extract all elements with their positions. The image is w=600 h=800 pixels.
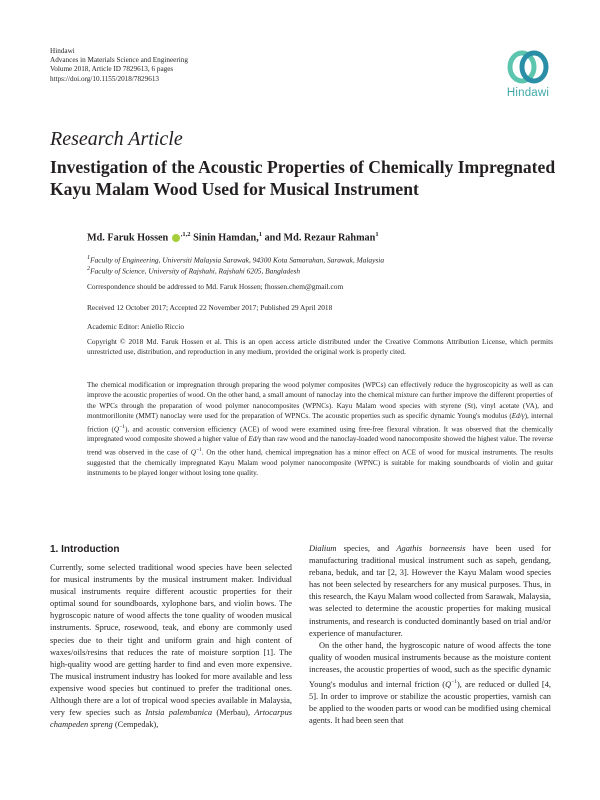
species-name: Intsia palembanica — [145, 708, 213, 718]
publication-dates: Received 12 October 2017; Accepted 22 November 2017; Published 29 April 2018 — [87, 303, 333, 312]
author-2-affiliation: 1 — [258, 231, 263, 238]
author-2: Sinin Hamdan, — [193, 232, 259, 244]
article-type: Research Article — [50, 128, 183, 150]
abstract-symbol-q-2: Q — [190, 448, 196, 457]
affiliation-2-text: Faculty of Science, University of Rajshahi, Rajshahi 6205, Bangladesh — [90, 266, 301, 276]
body-text: (Merbau), — [212, 708, 255, 718]
body-text: ), are reduced or dulled [4, 5]. In order to improve or stabilize the acoustic properties, varnish can be applied to the wooden parts or wood can be modified using chemical agents. It had been seen that — [309, 679, 551, 726]
hindawi-logo-text: Hindawi — [506, 87, 550, 99]
body-text: species, and — [336, 544, 397, 553]
species-name: Agathis borneensis — [396, 544, 466, 553]
abstract-symbol-ed-2: Ed/γ — [248, 435, 262, 444]
journal-volume: Volume 2018, Article ID 7829613, 6 pages — [50, 65, 174, 74]
body-column-right — [309, 543, 551, 727]
correspondence: Correspondence should be addressed to Md. Faruk Hossen; fhossen.chem@gmail.com — [87, 282, 344, 291]
paragraph — [309, 543, 551, 640]
abstract-text-2: ), internal friction ( — [87, 412, 553, 434]
academic-editor: Academic Editor: Aniello Riccio — [87, 322, 185, 331]
author-3: and Md. Rezaur Rahman — [264, 232, 376, 244]
species-name: Dialium — [309, 544, 337, 553]
hindawi-logo-icon — [506, 48, 550, 86]
paragraph — [50, 562, 292, 731]
author-3-affiliation: 1 — [375, 231, 379, 238]
abstract-text-3: ), and acoustic conversion efficiency (ACE) of wood were examined using free-free flexural vibration. It was observed that the chemically impregnated wood composite showed a higher value of — [87, 425, 553, 444]
author-1: Md. Faruk Hossen — [87, 232, 169, 244]
body-text: Currently, some selected traditional wood species have been selected for musical instruments by the musical instrument maker. Individual musical instruments require different acoustic properties for their optimal sound for soundboards, xylophone bars, and violin bows. The hygroscopic nature of wood affects the tone quality of wooden musical instruments. Spruce, rosewood, teak, and ebony are commonly used species due to their tight and uniform grain and high content of waxes/oils/resins that reduces the rate of moisture sorption [1]. The high-quality wood are getting harder to find and even more expensive. The musical instrument industry has looked for more available and less expensive wood species but continued to prefer the traditional ones. Although there are a lot of tropical wood species available in Malaysia, very few species such as — [50, 563, 292, 718]
symbol-q: Q — [445, 679, 452, 689]
copyright-notice: Copyright © 2018 Md. Faruk Hossen et al. This is an open access article distributed under the Creative Commons Attribution License, which permits unrestricted use, distribution, and reproduction in any medium, provided the original work is properly cited. — [87, 337, 553, 357]
section-heading: 1. Introduction — [50, 544, 120, 555]
superscript: −1 — [451, 679, 458, 686]
body-text: (Cempedak), — [112, 720, 159, 730]
abstract-symbol-q: Q — [113, 425, 120, 434]
abstract-text-5: . On the other hand, chemical impregnation has a minor effect on ACE of wood for musical instruments. The results suggested that the chemically impregnated Kayu Malam wood polymer nanocomposite (WPNC) is suitable for making soundboards of violin and guitar instruments to be played longer without losing tone quality. — [87, 448, 553, 478]
abstract-text-1: The chemical modification or impregnation through preparing the wood polymer composites (WPCs) can effectively reduce the hygroscopicity as well as can improve the acoustic properties of wood. On the other hand, a small amount of nanoclay into the chemical mixture can further improve the different properties of the WPCs through the preparation of wood polymer nanocomposites (WPNCs). Kayu Malam wood species with styrene (St), vinyl acetate (VA), and montmorillonite (MMT) nanoclay were used for the preparation of WPNCs. The acoustic properties such as specific dynamic Young's modulus ( — [87, 381, 553, 421]
abstract-superscript-2: −1 — [195, 446, 202, 453]
publisher-name: Hindawi — [50, 47, 75, 55]
article-title: Investigation of the Acoustic Properties of Chemically Impregnated Kayu Malam Wood Used for Musical Instrument — [50, 157, 556, 199]
journal-name: Advances in Materials Science and Engineering — [50, 56, 188, 65]
abstract-symbol-ed: Ed/γ — [511, 412, 525, 421]
body-text: have been used for manufacturing traditional musical instrument such as sapeh, gendang, rebana, beduk, and tar [2, 3]. However the Kayu Malam wood species has not been selected by researchers for any musical purposes. Thus, in this research, the Kayu Malam wood collected from Sarawak, Malaysia, was selected to determine the acoustic properties for making musical instruments, and research is conducted dominantly based on trial and/or experience of manufacturer. — [309, 544, 551, 638]
affiliation-1-number: 1 — [87, 255, 91, 261]
affiliation-1-text: Faculty of Engineering, Universiti Malaysia Sarawak, 94300 Kota Samarahan, Sarawak, Malaysia — [90, 255, 385, 265]
abstract — [87, 380, 553, 478]
journal-info — [50, 47, 188, 84]
journal-doi[interactable]: https://doi.org/10.1155/2018/7829613 — [50, 74, 160, 83]
body-column-left — [50, 562, 292, 731]
author-1-affiliation: ,1,2 — [180, 231, 191, 238]
abstract-text-4: than raw wood and the nanoclay-loaded wood nanocomposite showed the highest value. The reverse trend was observed in the case of — [87, 435, 553, 457]
species-name: Artocarpus champeden spreng — [50, 708, 293, 730]
abstract-superscript: −1 — [119, 423, 125, 430]
orcid-icon[interactable] — [172, 234, 180, 242]
body-text: On the other hand, the hygroscopic nature of wood affects the tone quality of wooden musical instruments because as the moisture content increases, the acoustic properties of wood, such as the specific dynamic Young's modulus and internal friction ( — [309, 640, 551, 689]
author-list — [87, 231, 379, 243]
paragraph — [309, 640, 551, 727]
hindawi-logo — [497, 48, 559, 99]
affiliation-2 — [87, 264, 300, 276]
affiliation-2-number: 2 — [87, 266, 91, 272]
